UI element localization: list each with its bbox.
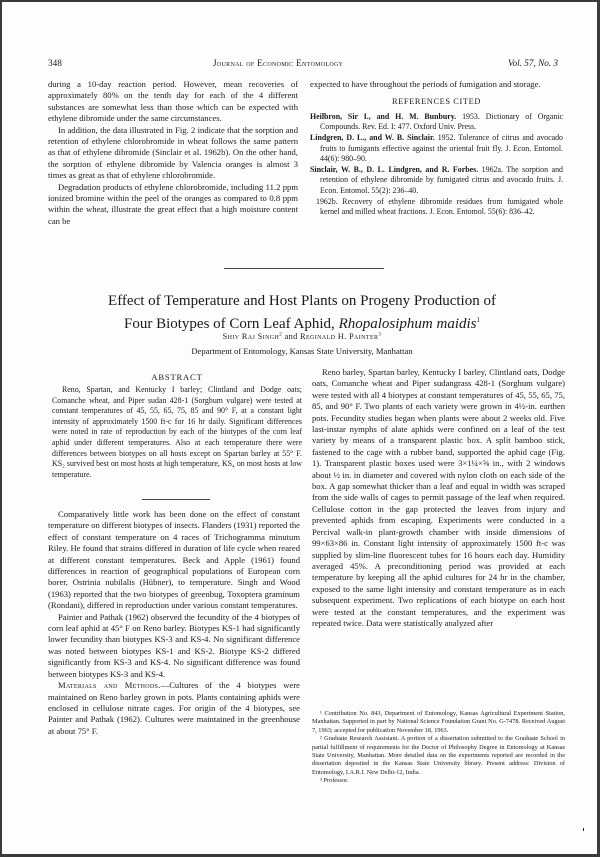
paragraph: Comparatively little work has been done on the effect of constant temperature on different biotypes of insects. Flanders (1931) reported the effect of constant temperature on 4 races of Trichogramma minutum Riley. He found that strains differed in duration of life cycle when reared at different constant temperatures. Beck and Apple (1961) found differences in reaction of geographical populations of European corn borer, Ostrinia nubilalis (Hübner), to temperature. Singh and Wood (1963) reported that the two biotypes of greenbug, Toxoptera graminum (Rondani), differed in reproduction under various constant temperatures.: [48, 509, 300, 611]
affiliation: Department of Entomology, Kansas State University, Manhattan: [191, 346, 413, 356]
paragraph: Degradation products of ethylene chlorobromide, including 11.2 ppm ionized bromine within the peel of the oranges as compared to 0.8 ppm within the wheat, illustrate the great effect that a high moisture content can be: [48, 181, 298, 226]
paragraph: during a 10-day reaction period. However, mean recoveries of approximately 80% on the tenth day for each of the 4 different substances are somewhat less than those which can be expected with ethylene dibromide under the same circumstances.: [48, 79, 298, 124]
reference-item: Lindgren, D. L., and W. B. Sinclair. 1952. Tolerance of citrus and avocado fruits to fumigants effective against the oriental fruit fly. J. Econ. Entomol. 44(6): 980–90.: [310, 133, 563, 164]
reference-item: Heilbron, Sir I., and H. M. Bunbury. 1953. Dictionary of Organic Compounds. Rev. Ed. I: 477. Oxford Univ. Press.: [310, 111, 563, 132]
volume-issue: Vol. 57, No. 3: [507, 58, 558, 68]
footnote: ² Graduate Research Assistant. A portion of a dissertation submitted to the Graduate School in partial fulfillment of requirements for the Doctor of Philosophy Degree in Entomology at Kansas State University, Manhattan. More detailed data on the experiments reported are recorded in the dissertation deposited in the Kansas State University library. Present address: Division of Entomology, I.A.R.I. New Delhi-12, India.: [312, 735, 565, 776]
prev-article-right-column: [310, 79, 563, 218]
journal-name: Journal of Economic Entomology: [213, 58, 344, 68]
footnote: ¹ Contribution No. 843, Department of Entomology, Kansas Agricultural Experiment Station, Manhattan. Supported in part by National Science Foundation Grant No. G-7478. Received August 7, 1963; accepted for publication November 18, 1963.: [312, 710, 565, 734]
journal-page: [2, 2, 597, 854]
page-number: 348: [48, 58, 62, 68]
author-name: Shiv Raj Singh: [222, 332, 280, 341]
author-name: Reginald H. Painter: [300, 332, 379, 341]
reference-item: Sinclair, W. B., D. L. Lindgren, and R. Forbes. 1962a. The sorption and retention of ethylene dibromide by fumigated citrus and avocado fruits. J. Econ. Entomol. 55(2): 236–40.: [310, 164, 563, 195]
author-line: Shiv Raj Singh$^2$ and Reginald H. Painter$^3$: [222, 332, 382, 341]
article-right-column: [312, 367, 565, 629]
footnotes: [312, 710, 565, 786]
paragraph: In addition, the data illustrated in Fig. 2 indicate that the sorption and retention of ethylene chlorobromide in wheat follows the same pattern as that of ethylene dibromide (Sinclair et al. 1962b). On the other hand, the sorption of ethylene dibromide by Valencia oranges is almost 3 times as great as that of ethylene chlorobromide.: [48, 124, 298, 181]
reference-item: 1962b. Recovery of ethylene dibromide residues from fumigated whole kernel and milled wheat fractions. J. Econ. Entomol. 55(6): 836–42.: [316, 196, 563, 217]
running-head: [48, 58, 558, 72]
abstract-heading: ABSTRACT: [151, 372, 203, 382]
paragraph: Painter and Pathak (1962) observed the fecundity of the 4 biotypes of corn leaf aphid at 45° F on Reno barley. Biotypes KS-1 had significantly lower fecundity than biotypes KS-3 and KS-4. No significant difference was noted between biotypes KS-1 and KS-2. Biotype KS-2 differed significantly from KS-3 and KS-4. No significant difference was found between biotypes KS-3 and KS-4.: [48, 611, 300, 679]
prev-article-left-column: [48, 79, 298, 227]
footnote: ³ Professor.: [320, 777, 349, 785]
references-heading: REFERENCES CITED: [392, 97, 481, 107]
article-title: Effect of Temperature and Host Plants on Progeny Production of Four Biotypes of Corn Leaf Aphid, Rhopalosiphum maidis$^1$: [108, 293, 496, 332]
paragraph: expected to have throughout the periods of fumigation and storage.: [310, 79, 541, 89]
print-mark: [583, 828, 584, 831]
article-divider: [224, 268, 384, 269]
paragraph: Materials and Methods.—Cultures of the 4 biotypes were maintained on Reno barley grown in pots. Plants containing aphids were enclosed in cellulose nitrate cages. For origin of the 4 biotypes, see Painter and Pathak (1962). Cultures were maintained in the greenhouse at about 75° F.: [48, 680, 300, 736]
abstract-divider: [142, 499, 210, 500]
paragraph: Reno barley, Spartan barley, Kentucky I barley, Clintland oats, Dodge oats, Comanche wheat and Piper sudangrass 428-1 (Sorghum vulgare) were tested with all 4 biotypes at constant temperatures of 45, 55, 65, 75, 85, and 90° F. Two plants of each variety were grown in 4½-in. earthen pots. Fecundity studies began when plants were about 2 weeks old. Five last-instar nymphs of alate aphids were confined on a leaf of the test variety by means of a transparent plastic box. A split bamboo stick, fastened to the cage with a rubber band, supported the aphid cage (Fig. 1). Transparent plastic boxes used were 3×1¼×⅝ in., with 2 windows about ½ in. in diameter and covered with nylon cloth on each side of the box. A gap somewhat thicker than a leaf and equal in width was scraped from the side walls of cages to permit passage of the leaf when required. Cellulose cotton in the gap protected the leaves from injury and prevented aphids from escaping. Experiments were conducted in a Percival walk-in plant-growth chamber with inside dimensions of 99×63×86 in. Constant light intensity of approximately 1500 ft-c was supplied by slim-line fluorescent tubes for 16 hours each day. Humidity averaged 45%. A preconditioning period was provided at each temperature by keeping all the aphid cultures for 24 hr in the chamber, exposed to the same light intensity and constant temperature as in each subsequent experiment. Two replications of each biotype on each host were tested at the constant temperatures, and the experiment was repeated twice. Data were statistically analyzed after: [312, 367, 565, 628]
article-left-column: [48, 509, 300, 737]
abstract: Reno, Spartan, and Kentucky I barley; Clintland and Dodge oats; Comanche wheat, and Piper sudan 428-1 (Sorghum vulgare) were tested at constant temperatures of 45, 55, 65, 75, 85 and 90° F, at a constant light intensity of approximately 1500 ft-c for 16 hr daily. Significant differences were noted in rate of reproduction by each of the biotypes of the corn leaf aphid under different temperatures. Also at each temperature there were differences between biotypes on all hosts except on Spartan barley at 55° F. KS₂ survived best on most hosts at high temperature, KS₄ on most hosts at low temperature.: [52, 385, 302, 479]
section-heading: Materials and Methods.: [58, 680, 161, 691]
